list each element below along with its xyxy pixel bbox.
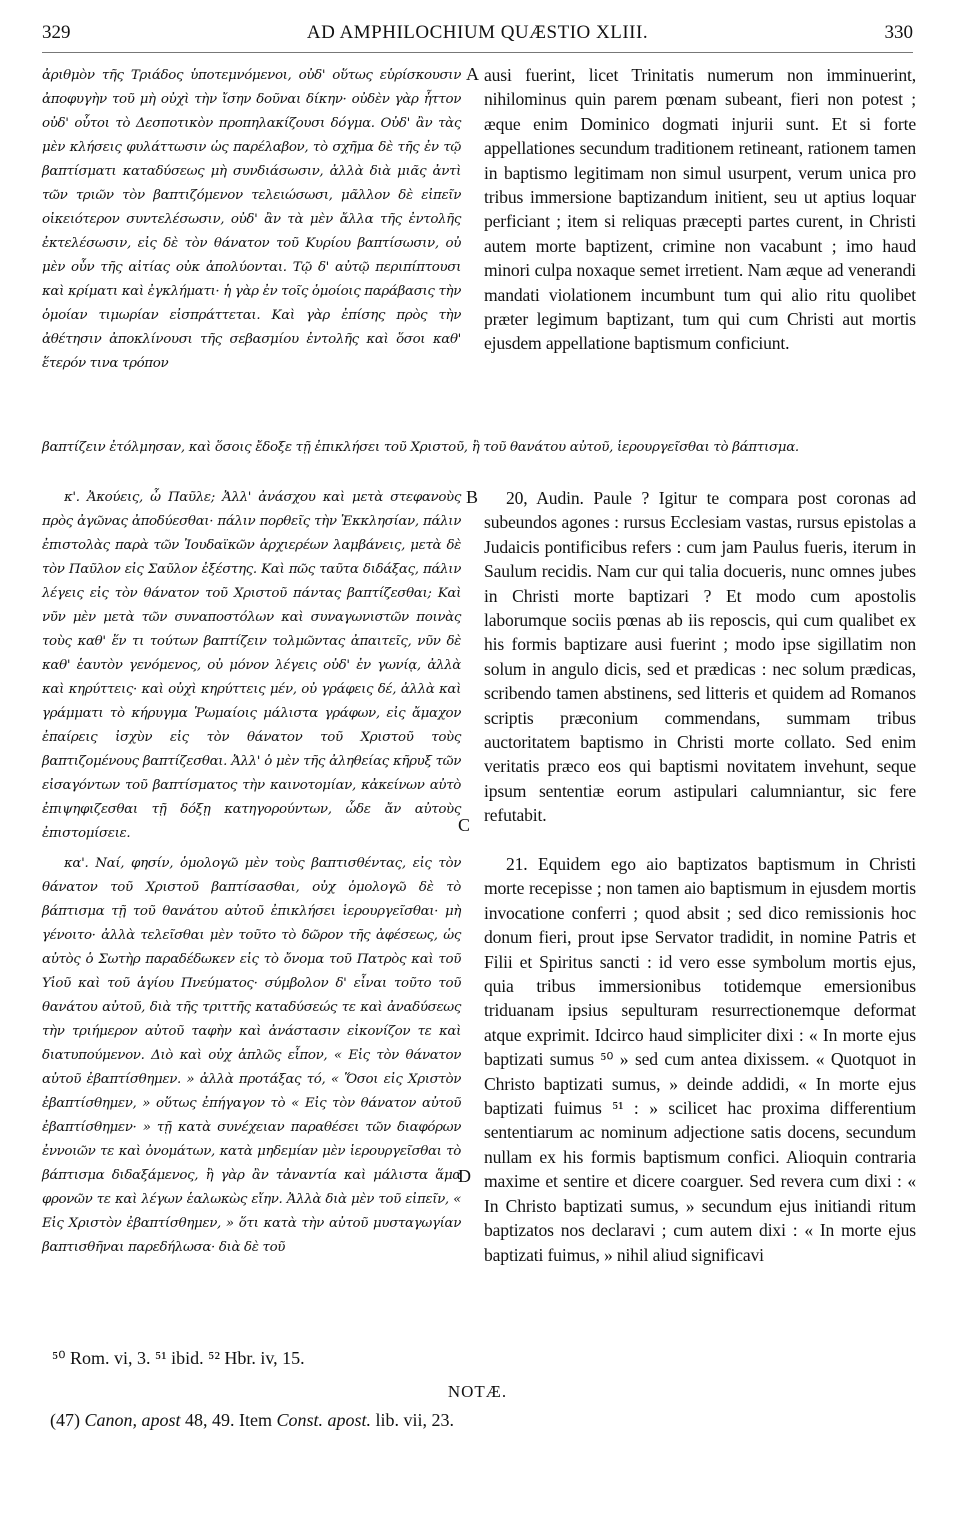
margin-marker-d: D: [458, 1166, 471, 1186]
latin-column-section-a: [484, 63, 916, 356]
greek-column-section-c: [42, 852, 461, 1260]
latin-paragraph-b: 20, Audin. Paule ? Igitur te compara post coronas ad subeundos agones : rursus Ecclesiam vastas, rursus epistolas a Judaicis pontificibus refers : cum jam Paulus fueris, iterum in Saulum recidis. Nam cur qui talia docueris, nunc omnes jubes in Christi morte baptizari ? Et modo cum apostolis laborumque sociis pœnas ab iis reposcis, qui cum qualibet ex his formis baptizare ausi fuerint ; modo ipse sigillatim non solum in angulo dicis, sed et prædicas : nec solum prædicas, scribendo tamen abstinens, sed litteris et quidem ad Romanos scriptis præconium commendans, summam tribus auctoritatem baptismo in Christi morte collato. Sed enim veritatis præco eos qui baptismi novitatem invehunt, seque ipsum sententiæ eorum astipulari calumniantur, sic fere refutabit.: [484, 488, 916, 826]
notae-entry: [50, 1410, 454, 1431]
greek-column-section-a: [42, 64, 461, 376]
greek-paragraph-a: ἀριθμὸν τῆς Τριάδος ὑποτεμνόμενοι, οὐδ' οὕτως εὑρίσκουσιν ἀποφυγὴν τοῦ μὴ οὐχὶ τὴν ἴσην δοῦναι δίκην· οὐδὲν γὰρ ἧττον οὐδ' οὗτοι τὸ Δεσποτικὸν προπηλακίζουσι δόγμα. Οὐδ' ἂν τὰς μὲν κλήσεις φυλάττωσιν ὡς παρέλαβον, τὸ σχῆμα δὲ τῆς ἐν τῷ βαπτίσματι καταδύσεως μὴ συνδιάσωσιν, ἀλλὰ διὰ μιᾶς ἀντὶ τῶν τριῶν τὸν βαπτιζόμενον τελειώσωσι, μᾶλλον δὲ εἰπεῖν οἰκειότερον συντελέσωσιν, οὐδ' ἂν τὰ μὲν ἄλλα τῆς ἐντολῆς ἐκτελέσωσιν, εἰς δὲ τὸν θάνατον τοῦ Κυρίου βαπτίσωσιν, οὐ μὲν οὖν τῆς αἰτίας οὐκ ἀπολύονται. Τῷ δ' αὐτῷ περιπίπτουσι καὶ κρίματι καὶ ἐγκλήματι· ἡ γὰρ ἐν τοῖς ὁμοίοις παράβασις τὴν ὁμοίαν τιμωρίαν εἰσπράττεται. Καὶ γὰρ ἐπίσης πρὸς τὴν ἀθέτησιν ἀποκλίνουσι τῆς σεβασμίου ἐντολῆς καὶ ὅσοι καθ' ἕτερόν τινα τρόπον: [42, 68, 461, 371]
notae-tail: lib. vii, 23.: [375, 1410, 455, 1430]
notae-mid: 48, 49. Item: [185, 1410, 273, 1430]
page-number-right: 330: [884, 22, 913, 43]
greek-column-section-b: [42, 486, 461, 846]
margin-marker-a: A: [466, 64, 479, 84]
notae-title: NOTÆ.: [447, 1382, 508, 1401]
notae-number: (47): [50, 1410, 80, 1430]
greek-paragraph-c: κα'. Ναί, φησίν, ὁμολογῶ μὲν τοὺς βαπτισθέντας, εἰς τὸν θάνατον τοῦ Χριστοῦ βαπτίσασθαι, οὐχ ὁμολογῶ δὲ τὸ βάπτισμα τῇ τοῦ θανάτου αὐτοῦ ἐπικλήσει ἱερουργεῖσθαι· μὴ γένοιτο· ἀλλὰ τελεῖσθαι μὲν τοῦτο τὸ δῶρον τῆς ἀφέσεως, ὡς αὐτὸς ὁ Σωτὴρ παραδέδωκεν εἰς τὸ ὄνομα τοῦ Πατρὸς καὶ τοῦ Υἱοῦ καὶ τοῦ ἁγίου Πνεύματος· σύμβολον δ' εἶναι τοῦτο τοῦ θανάτου αὐτοῦ, διὰ τῆς τριττῆς καταδύσεώς τε καὶ ἀναδύσεως τὴν τριήμερον αὐτοῦ ταφὴν καὶ ἀνάστασιν εἰκονίζον τε καὶ διατυπούμενον. Διὸ καὶ οὐχ ἁπλῶς εἶπον, « Εἰς τὸν θάνατον αὐτοῦ ἐβαπτίσθημεν. » ἀλλὰ προτάξας τό, « Ὅσοι εἰς Χριστὸν ἐβαπτίσθημεν, » οὕτως ἐπήγαγον τὸ « Εἰς τὸν θάνατον αὐτοῦ ἐβαπτίσθημεν· » τῇ κατὰ συνέχειαν παραθέσει τῶν διαφόρων ἐννοιῶν τε καὶ ὀνομάτων, κατὰ μηδεμίαν μὲν ἱερουργεῖσθαι τὸ βάπτισμα διδαξάμενος, ἢ γὰρ ἂν τἀναντία καὶ μάλιστα ἅμα φρονῶν τε καὶ λέγων ἑαλωκὼς εἴην. Ἀλλὰ διὰ μὲν τοῦ εἰπεῖν, « Εἰς Χριστὸν ἐβαπτίσθημεν, » ὅτι κατὰ τὴν αὐτοῦ μυσταγωγίαν βαπτισθῆναι παρεδήλωσα· διὰ δὲ τοῦ: [42, 856, 461, 1255]
page-number-left: 329: [42, 22, 71, 43]
latin-column-section-b: [484, 486, 916, 828]
latin-paragraph-c: 21. Equidem ego aio baptizatos baptismum in Christi morte recepisse ; non tamen aio baptismum in ejusdem mortis invocatione conferri ; quod absit ; sed dico remissionis hoc donum fieri, prout ipse Servator tradidit, in nomine Patris et Filii et Spiritus sancti : id vero esse symbolum mortis ejus, quia tribus immersionibus totidemque emersionibus triduanam ipsius sepulturam resurrectionemque deformat atque exprimit. Idcirco haud simpliciter dixi : « In morte ejus baptizati sumus ⁵⁰ » sed cum antea dixissem. « Quotquot in Christo baptizati sumus, » deinde addidi, « In morte ejus baptizati fuimus ⁵¹ : » scilicet hac proxima differentium sententiarum ac nominum adjectione satis docens, secundum nullam ex his formis baptismum confici. Alioquin contraria maxime et sentire et dicere coarguer. Sed revera cum dixi : « In Christo baptizati sumus, » secundum ejus initiandi ritum baptizatos nos declaravi ; cum autem dixi : « In morte ejus baptizati fuimus, » nihil aliud significavi: [484, 854, 916, 1265]
running-header: [42, 22, 913, 50]
notae-ref-canon: Canon, apost: [84, 1410, 181, 1430]
latin-column-section-c: [484, 852, 916, 1267]
latin-paragraph-a: ausi fuerint, licet Trinitatis numerum non imminuerint, nihilominus quin parem pœnam subeant, fieri non potest ; æque enim Dominico dogmati injurii sunt. Et si forte appellationes secundum traditionem retineant, rationem tamen in baptismo legitimam non simul usurpent, verum unica pro tribus immersione baptizandum initient, seu ut aptius loquar perficiant ; item si reliquas præcepti partes curent, in Christi autem morte baptizent, crimine non vacabunt ; imo haud minori culpa noxaque semet irretient. Nam æque ad venerandi mandati violationem incumbunt tum qui alio ritu quolibet præter legimum baptizant, tum qui cum Christi aut mortis ejusdem appellatione baptismum conficiunt.: [484, 65, 916, 354]
margin-marker-c: C: [458, 815, 471, 835]
greek-full-width-line: βαπτίζειν ἐτόλμησαν, καὶ ὅσοις ἔδοξε τῇ ἐπικλήσει τοῦ Χριστοῦ, ἢ τοῦ θανάτου αὐτοῦ, ἱερουργεῖσθαι τὸ βάπτισμα.: [42, 440, 799, 455]
notae-ref-const: Const. apost.: [276, 1410, 372, 1430]
footnotes: ⁵⁰ Rom. vi, 3. ⁵¹ ibid. ⁵² Hbr. iv, 15.: [52, 1348, 305, 1368]
greek-paragraph-b: κ'. Ἀκούεις, ὦ Παῦλε; Ἀλλ' ἀνάσχου καὶ μετὰ στεφανοὺς πρὸς ἀγῶνας ἀποδύεσθαι· πάλιν πορθεῖς τὴν Ἐκκλησίαν, πάλιν ἐπιστολὰς παρὰ τῶν Ἰουδαϊκῶν ἀρχιερέων λαμβάνεις, μετὰ δὲ τὸν Παῦλον εἰς Σαῦλον ἐξέστης. Καὶ πῶς ταῦτα διδάξας, πάλιν λέγεις εἰς τὸν θάνατον τοῦ Χριστοῦ πάντας βαπτίζεσθαι; Καὶ νῦν μὲν μετὰ τῶν συναποστόλων καὶ συναγωνιστῶν ποινὰς τοὺς καθ' ἕν τι τούτων βαπτίζειν τολμῶντας ἀπαιτεῖς, νῦν δὲ καθ' ἑαυτὸν γενόμενος, οὐ μόνον λέγεις οὐδ' ἐν γωνίᾳ, ἀλλὰ καὶ κηρύττεις· καὶ οὐχὶ κηρύττεις μέν, οὐ γράφεις δέ, ἀλλὰ καὶ γράμματι τὸ κήρυγμα Ῥωμαίοις μάλιστα γράφων, εἰς ἄμαχον ἐπαίρεις ἰσχὺν εἰς τὸν θάνατον τοῦ Χριστοῦ τοὺς βαπτιζομένους βαπτίζεσθαι. Ἀλλ' ὁ μὲν τῆς ἀληθείας κῆρυξ τῶν εἰσαγόντων τοῦ βαπτίσματος τὴν καινοτομίαν, κἀκείνων αὐτὸ ἐπιψηφιζεσθαι τῇ δόξῃ κατηγορούντων, ὧδε ἄν αὐτοὺς ἐπιστομίσειε.: [42, 490, 461, 841]
running-title: AD AMPHILOCHIUM QUÆSTIO XLIII.: [306, 22, 649, 43]
margin-marker-b: B: [466, 487, 479, 507]
header-rule: [42, 52, 913, 53]
